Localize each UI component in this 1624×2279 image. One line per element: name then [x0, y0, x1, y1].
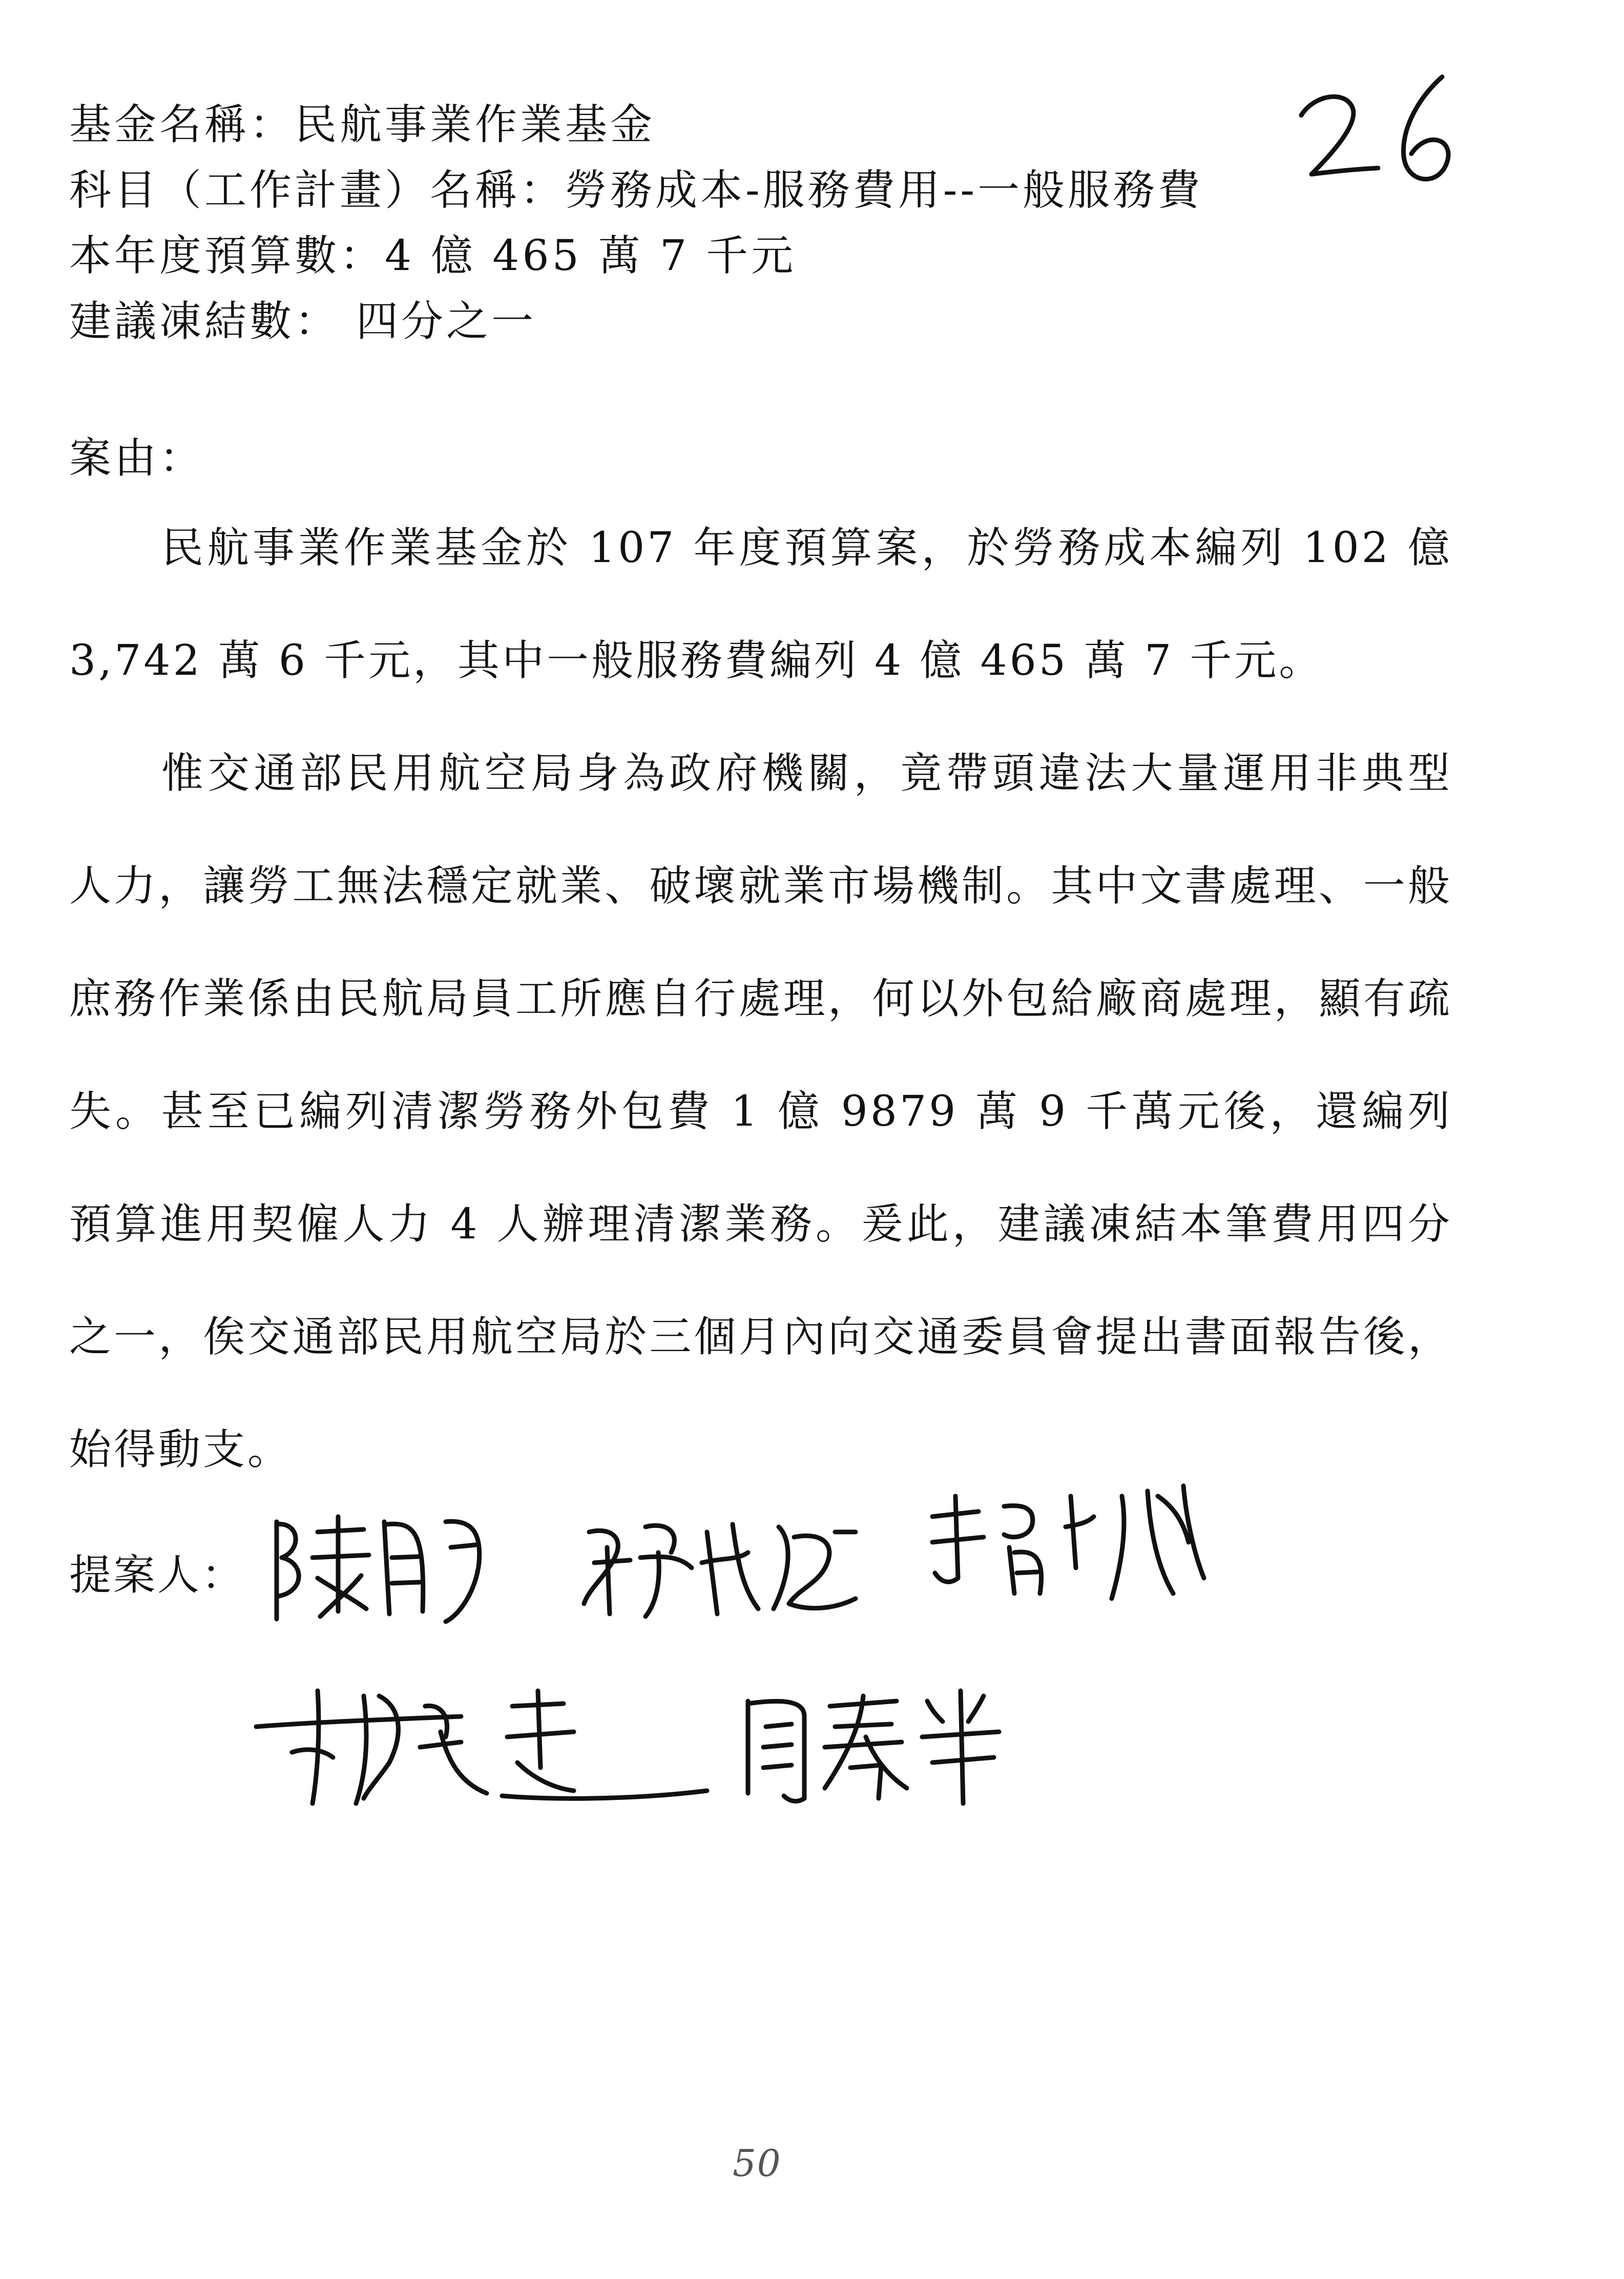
signature-3-mark: [917, 1476, 1214, 1609]
signature-5-mark: [727, 1675, 1014, 1809]
signature-4-mark: [246, 1675, 748, 1819]
signature-4: [246, 1675, 748, 1819]
freeze-line: 建議凍結數： 四分之一: [69, 297, 537, 346]
proposer-label: 提案人：: [69, 1551, 246, 1600]
reason-paragraph-1: 民航事業作業基金於 107 年度預算案，於勞務成本編列 102 億 3,742 萬 6 千元，其中一般服務費編列 4 億 465 萬 7 千元。: [69, 524, 1452, 685]
page-number: 50: [733, 2142, 782, 2185]
signature-5: [727, 1675, 1014, 1809]
signature-1: [261, 1501, 528, 1634]
signature-1-mark: [261, 1501, 528, 1634]
item-name-line: 科目（工作計畫）名稱：勞務成本-服務費用--一般服務費: [69, 166, 1203, 215]
reason-body: [69, 492, 1452, 1506]
signature-3: [917, 1476, 1214, 1609]
fund-name-line: 基金名稱：民航事業作業基金: [69, 100, 656, 149]
reason-paragraph-2: 惟交通部民用航空局身為政府機關，竟帶頭違法大量運用非典型人力，讓勞工無法穩定就業、破壞就業市場機制。其中文書處理、一般庶務作業係由民航局員工所應自行處理，何以外包給廠商處理，顯有疏失。甚至已編列清潔勞務外包費 1 億 9879 萬 9 千萬元後，還編列預算進用契僱人力 4 人辦理清潔業務。爰此，建議凍結本筆費用四分之一，俟交通部民用航空局於三個月內向交通委員會提出書面報告後，始得動支。: [69, 749, 1452, 1474]
budget-line: 本年度預算數：4 億 465 萬 7 千元: [69, 232, 797, 280]
signature-2: [569, 1501, 886, 1624]
header-block: [69, 92, 1324, 355]
reason-label: 案由：: [69, 434, 205, 483]
signature-2-mark: [569, 1501, 886, 1624]
